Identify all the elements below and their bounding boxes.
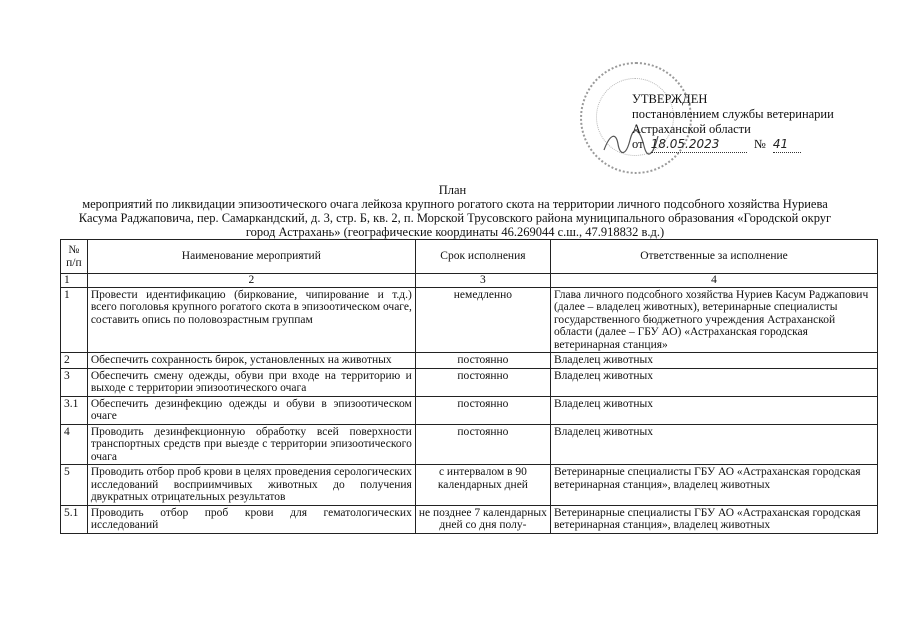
table-row — [61, 424, 878, 465]
col-number: 4 — [550, 274, 877, 288]
row-term: постоянно — [415, 353, 550, 369]
row-action: Обеспечить смену одежды, обуви при входе на территорию и выходе с территории эпизоотического очага — [87, 368, 415, 396]
approval-date: 18.05.2023 — [651, 137, 747, 153]
approval-from-label: от — [632, 137, 644, 151]
col-number: 1 — [61, 274, 88, 288]
row-responsible: Ветеринарные специалисты ГБУ АО «Астраханская городская ветеринарная станция», владелец животных — [550, 505, 877, 533]
row-number: 5.1 — [61, 505, 88, 533]
table-row — [61, 465, 878, 506]
header-number: № п/п — [61, 240, 88, 274]
approval-number: 41 — [773, 137, 801, 153]
table-row — [61, 396, 878, 424]
row-action: Проводить отбор проб крови для гематологических исследований — [87, 505, 415, 533]
table-row — [61, 353, 878, 369]
row-term: постоянно — [415, 368, 550, 396]
row-term: постоянно — [415, 396, 550, 424]
approval-date-line — [632, 137, 834, 153]
approval-number-label: № — [753, 137, 766, 151]
row-action: Провести идентификацию (биркование, чипирование и т.д.) всего поголовья крупного рогатого скота в эпизоотическом очаге, составить опись по половозрастным группам — [87, 287, 415, 353]
row-action: Обеспечить дезинфекцию одежды и обуви в эпизоотическом очаге — [87, 396, 415, 424]
row-responsible: Владелец животных — [550, 368, 877, 396]
approval-block — [632, 92, 834, 153]
header-responsible: Ответственные за исполнение — [550, 240, 877, 274]
header-term: Срок исполнения — [415, 240, 550, 274]
row-term: постоянно — [415, 424, 550, 465]
row-number: 1 — [61, 287, 88, 353]
measures-table — [60, 239, 878, 534]
row-responsible: Владелец животных — [550, 353, 877, 369]
header-action: Наименование мероприятий — [87, 240, 415, 274]
row-term: немедленно — [415, 287, 550, 353]
row-responsible: Владелец животных — [550, 424, 877, 465]
row-number: 3.1 — [61, 396, 88, 424]
plan-subtitle: мероприятий по ликвидации эпизоотического очага лейкоза крупного рогатого скота на территории личного подсобного хозяйства Нуриева Касума Раджаповича, пер. Самаркандский, д. 3, стр. Б, кв. 2, п. Морской Трусовского района муниципального образования «Городской округ город Астрахань» (географические координаты 46.269044 с.ш., 47.918832 в.д.) — [78, 197, 832, 239]
row-number: 3 — [61, 368, 88, 396]
row-responsible: Глава личного подсобного хозяйства Нуриев Касум Раджапович (далее – владелец животных), ветеринарные специалисты государственного бюджетного учреждения Астраханской области (далее – ГБУ АО) «Астраханская городская ветеринарная станция» — [550, 287, 877, 353]
row-responsible: Владелец животных — [550, 396, 877, 424]
row-term: с интервалом в 90 календарных дней — [415, 465, 550, 506]
row-action: Проводить дезинфекционную обработку всей поверхности транспортных средств при выезде с территории эпизоотического очага — [87, 424, 415, 465]
row-number: 4 — [61, 424, 88, 465]
column-numbers-row — [61, 274, 878, 288]
approval-issuer: постановлением службы ветеринарии — [632, 107, 834, 121]
approval-title: УТВЕРЖДЕН — [632, 92, 708, 106]
row-responsible: Ветеринарные специалисты ГБУ АО «Астраханская городская ветеринарная станция», владелец животных — [550, 465, 877, 506]
row-term: не позднее 7 календарных дней со дня полу- — [415, 505, 550, 533]
table-row — [61, 368, 878, 396]
row-action: Проводить отбор проб крови в целях проведения серологических исследований восприимчивых животных до получения двукратных отрицательных результатов — [87, 465, 415, 506]
row-number: 2 — [61, 353, 88, 369]
col-number: 3 — [415, 274, 550, 288]
table-header-row — [61, 240, 878, 274]
row-number: 5 — [61, 465, 88, 506]
table-row — [61, 505, 878, 533]
table-row — [61, 287, 878, 353]
row-action: Обеспечить сохранность бирок, установленных на животных — [87, 353, 415, 369]
plan-title: План — [438, 183, 467, 197]
approval-region: Астраханской области — [632, 122, 751, 136]
col-number: 2 — [87, 274, 415, 288]
